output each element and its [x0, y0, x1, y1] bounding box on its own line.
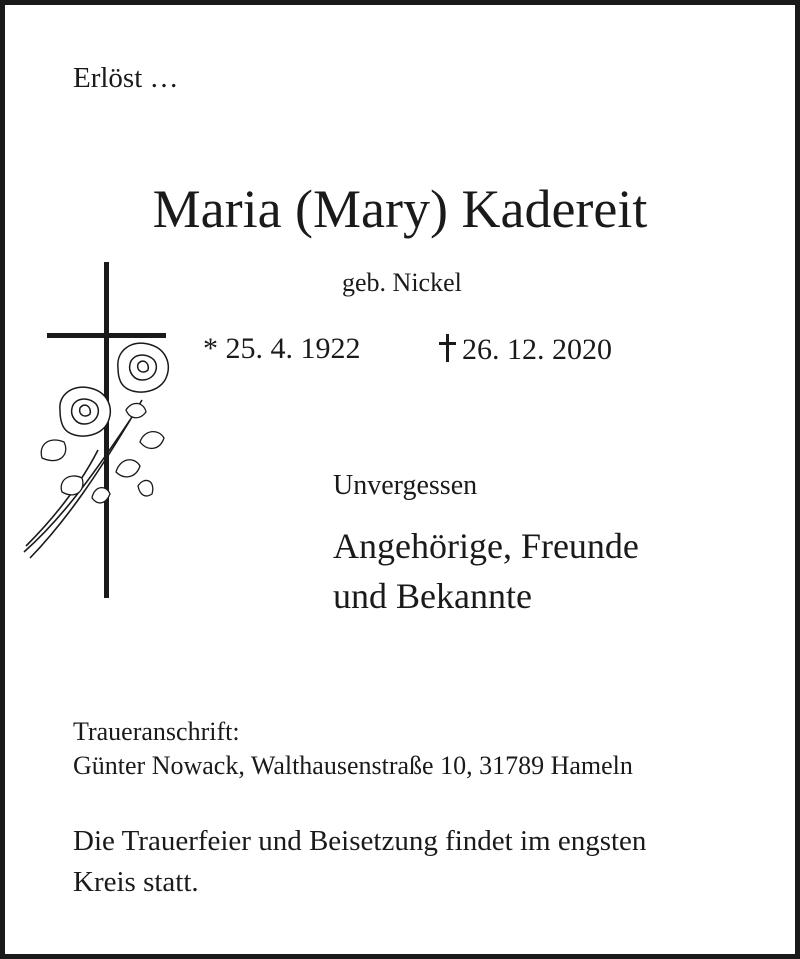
- deceased-name: Maria (Mary) Kadereit: [152, 179, 648, 239]
- unforgotten-text: Unvergessen: [333, 470, 478, 501]
- death-cross-icon: [438, 334, 458, 362]
- mourning-address: Günter Nowack, Walthausenstraße 10, 31789 Hameln: [73, 751, 633, 780]
- intro-text: Erlöst …: [73, 62, 179, 94]
- address-label: Traueranschrift:: [73, 717, 240, 746]
- mourners-line-2: und Bekannte: [333, 576, 532, 616]
- death-date: 26. 12. 2020: [462, 333, 612, 366]
- ceremony-note-line-2: Kreis statt.: [73, 866, 199, 898]
- maiden-name: geb. Nickel: [342, 268, 462, 297]
- mourners-line-1: Angehörige, Freunde: [333, 526, 639, 566]
- cross-with-roses-icon: [20, 260, 180, 605]
- birth-date: * 25. 4. 1922: [203, 332, 361, 365]
- ceremony-note-line-1: Die Trauerfeier und Beisetzung findet im engsten: [73, 825, 647, 857]
- death-date-line: [438, 334, 612, 365]
